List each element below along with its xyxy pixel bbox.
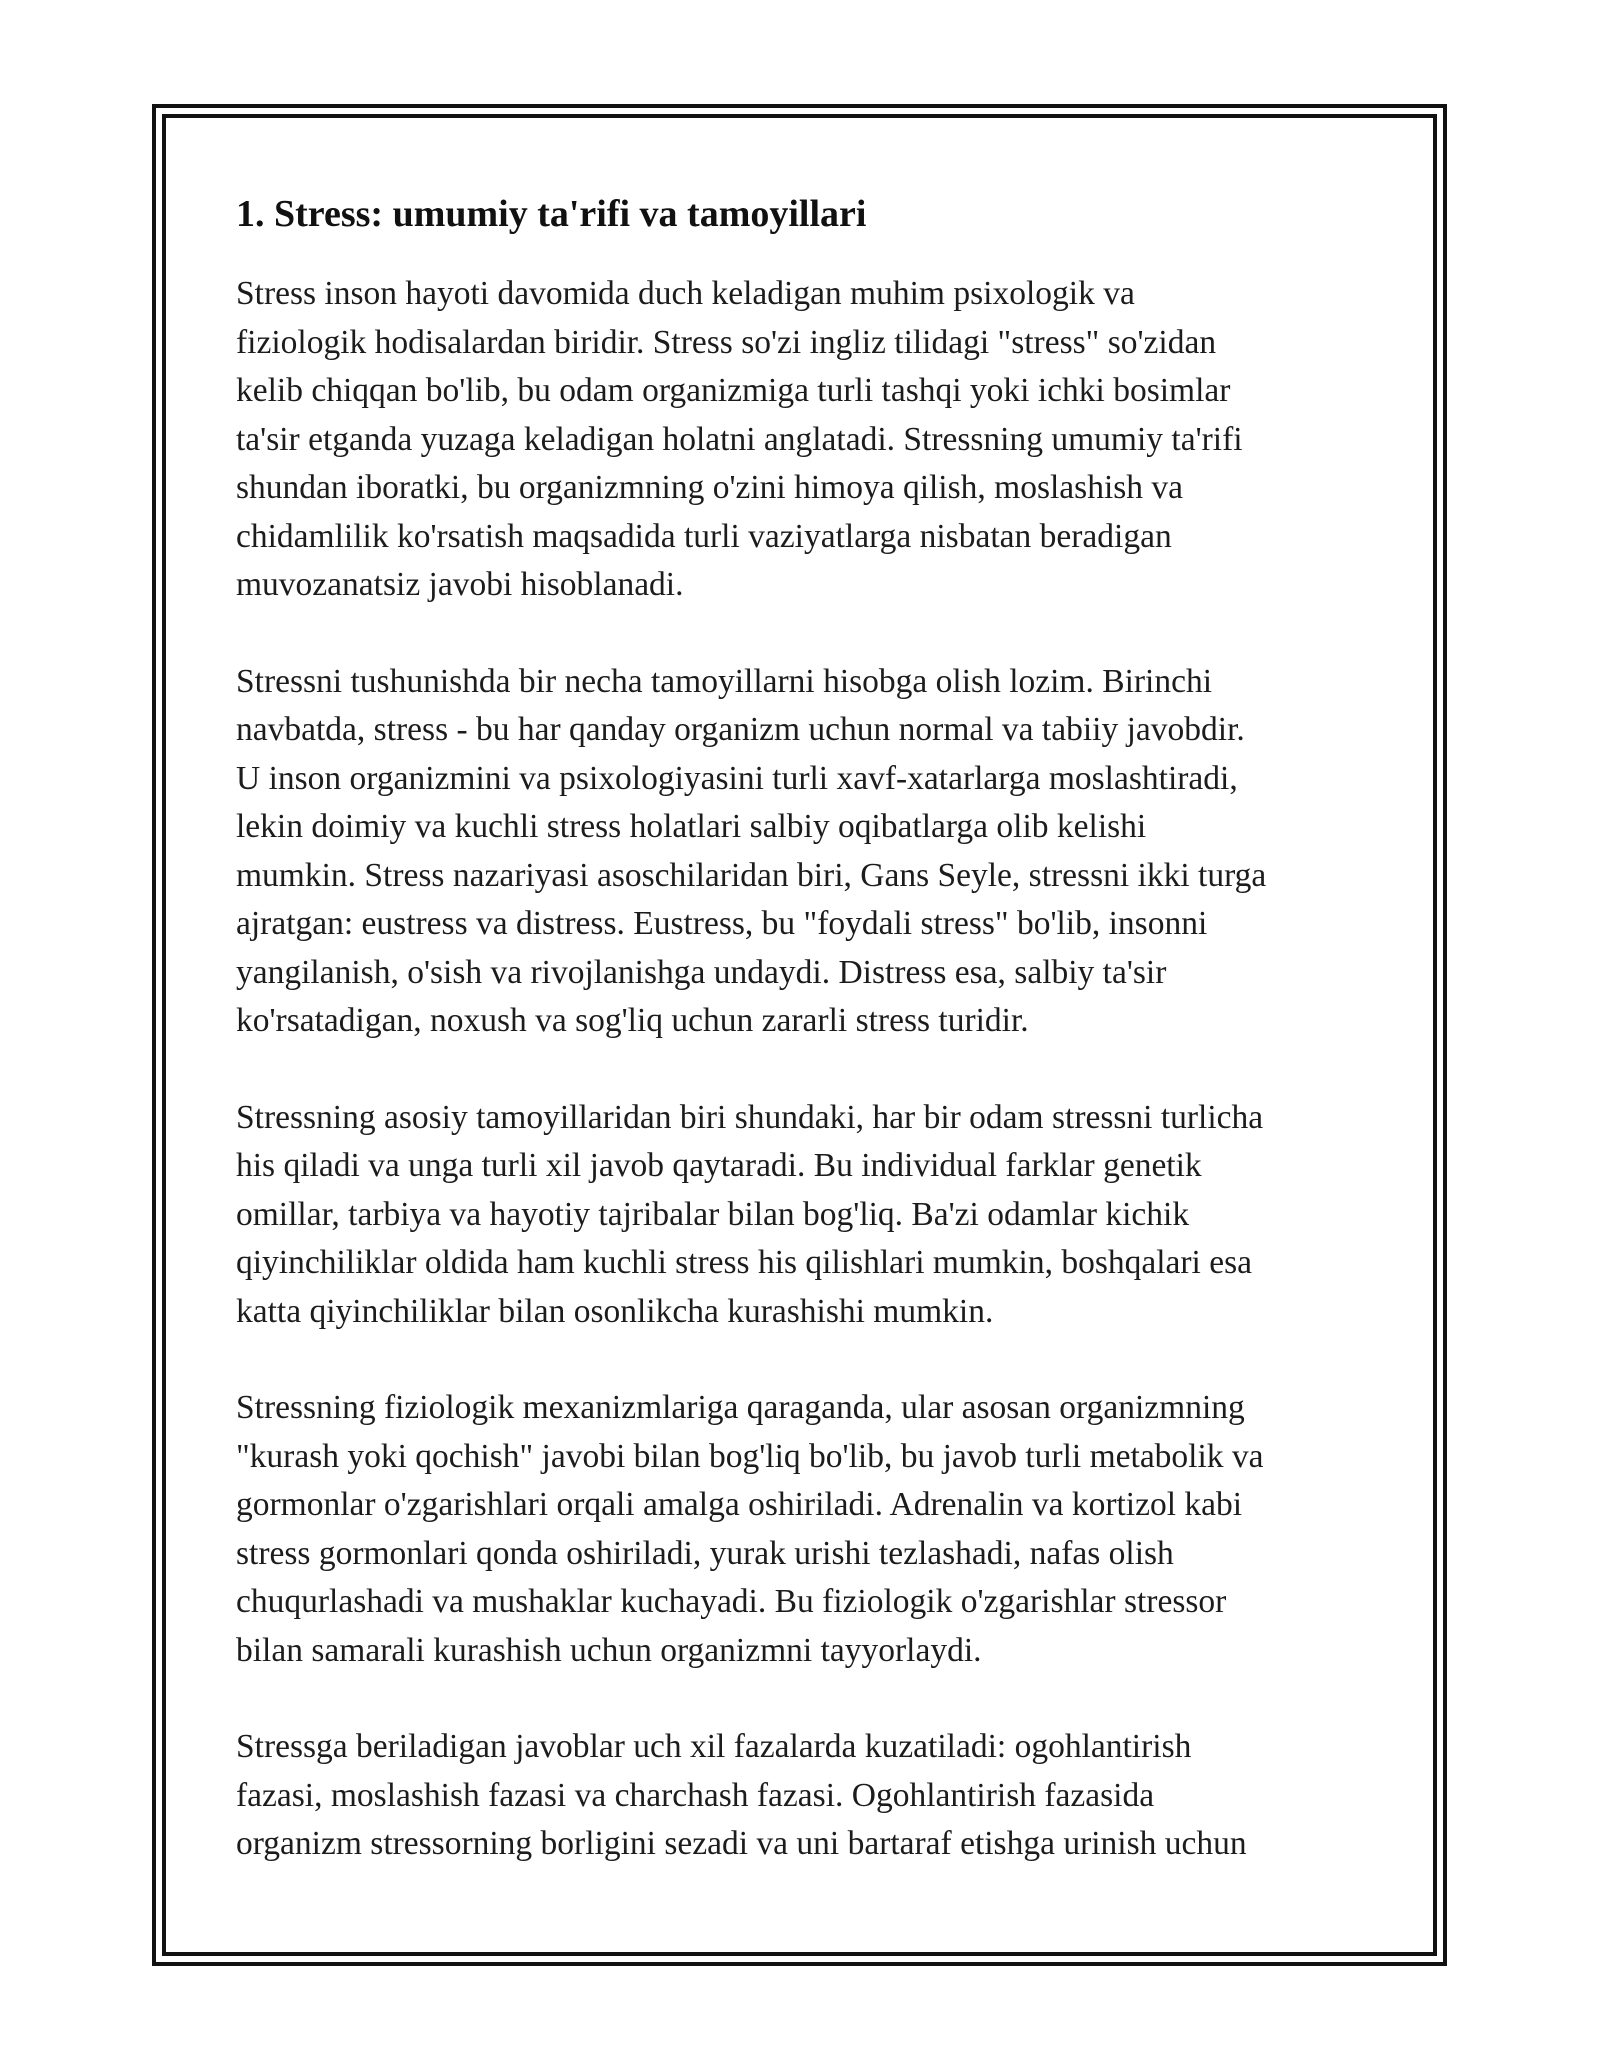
text-line: navbatda, stress - bu har qanday organizm uchun normal va tabiiy javobdir. [236,711,1245,748]
text-line: qiyinchiliklar oldida ham kuchli stress his qilishlari mumkin, boshqalari esa [236,1244,1253,1281]
text-line: muvozanatsiz javobi hisoblanadi. [236,566,684,603]
text-line: Stressning fiziologik mexanizmlariga qaraganda, ular asosan organizmning [236,1389,1245,1426]
text-line: Stress inson hayoti davomida duch keladigan muhim psixologik va [236,275,1135,312]
text-line: his qiladi va unga turli xil javob qaytaradi. Bu individual farklar genetik [236,1147,1202,1184]
paragraph-definition [236,270,1381,610]
text-line: ta'sir etganda yuzaga keladigan holatni anglatadi. Stressning umumiy ta'rifi [236,420,1243,458]
text-line: gormonlar o'zgarishlari orqali amalga oshiriladi. Adrenalin va kortizol kabi [236,1486,1243,1523]
text-line: kelib chiqqan bo'lib, bu odam organizmiga turli tashqi yoki ichki bosimlar [236,372,1231,409]
text-line: U inson organizmini va psixologiyasini turli xavf-xatarlarga moslashtiradi, [236,759,1238,797]
text-line: mumkin. Stress nazariyasi asoschilaridan biri, Gans Seyle, stressni ikki turga [236,856,1267,894]
text-line: Stressni tushunishda bir necha tamoyillarni hisobga olish lozim. Birinchi [236,662,1213,700]
text-line: ko'rsatadigan, noxush va sog'liq uchun zararli stress turidir. [236,1002,1029,1039]
paragraph-principles [236,658,1381,1046]
text-line: katta qiyinchiliklar bilan osonlikcha kurashishi mumkin. [236,1292,994,1330]
section-heading: 1. Stress: umumiy ta'rifi va tamoyillari [236,193,867,235]
paragraph-phases [236,1723,1381,1869]
text-line: lekin doimiy va kuchli stress holatlari salbiy oqibatlarga olib kelishi [236,808,1147,845]
text-line: chuqurlashadi va mushaklar kuchayadi. Bu fiziologik o'zgarishlar stressor [236,1583,1227,1620]
text-line: "kurash yoki qochish" javobi bilan bog'liq bo'lib, bu javob turli metabolik va [236,1437,1264,1475]
paragraph-physiology [236,1384,1381,1675]
text-line: omillar, tarbiya va hayotiy tajribalar bilan bog'liq. Ba'zi odamlar kichik [236,1195,1190,1233]
text-line: shundan iboratki, bu organizmning o'zini himoya qilish, moslashish va [236,469,1184,506]
text-line: fiziologik hodisalardan biridir. Stress so'zi ingliz tilidagi "stress" so'zidan [236,323,1217,361]
text-line: fazasi, moslashish fazasi va charchash fazasi. Ogohlantirish fazasida [236,1776,1155,1814]
document-body [236,186,1381,1917]
text-line: bilan samarali kurashish uchun organizmni tayyorlaydi. [236,1631,982,1669]
text-line: Stressga beriladigan javoblar uch xil fazalarda kuzatiladi: ogohlantirish [236,1728,1192,1765]
text-line: Stressning asosiy tamoyillaridan biri shundaki, har bir odam stressni turlicha [236,1098,1264,1136]
text-line: ajratgan: eustress va distress. Eustress, bu "foydali stress" bo'lib, insonni [236,905,1208,942]
paragraph-individual-differences [236,1094,1381,1337]
text-line: stress gormonlari qonda oshiriladi, yurak urishi tezlashadi, nafas olish [236,1534,1174,1572]
text-line: organizm stressorning borligini sezadi va uni bartaraf etishga urinish uchun [236,1825,1247,1862]
text-line: yangilanish, o'sish va rivojlanishga undaydi. Distress esa, salbiy ta'sir [236,953,1167,991]
text-line: chidamlilik ko'rsatish maqsadida turli vaziyatlarga nisbatan beradigan [236,517,1172,555]
